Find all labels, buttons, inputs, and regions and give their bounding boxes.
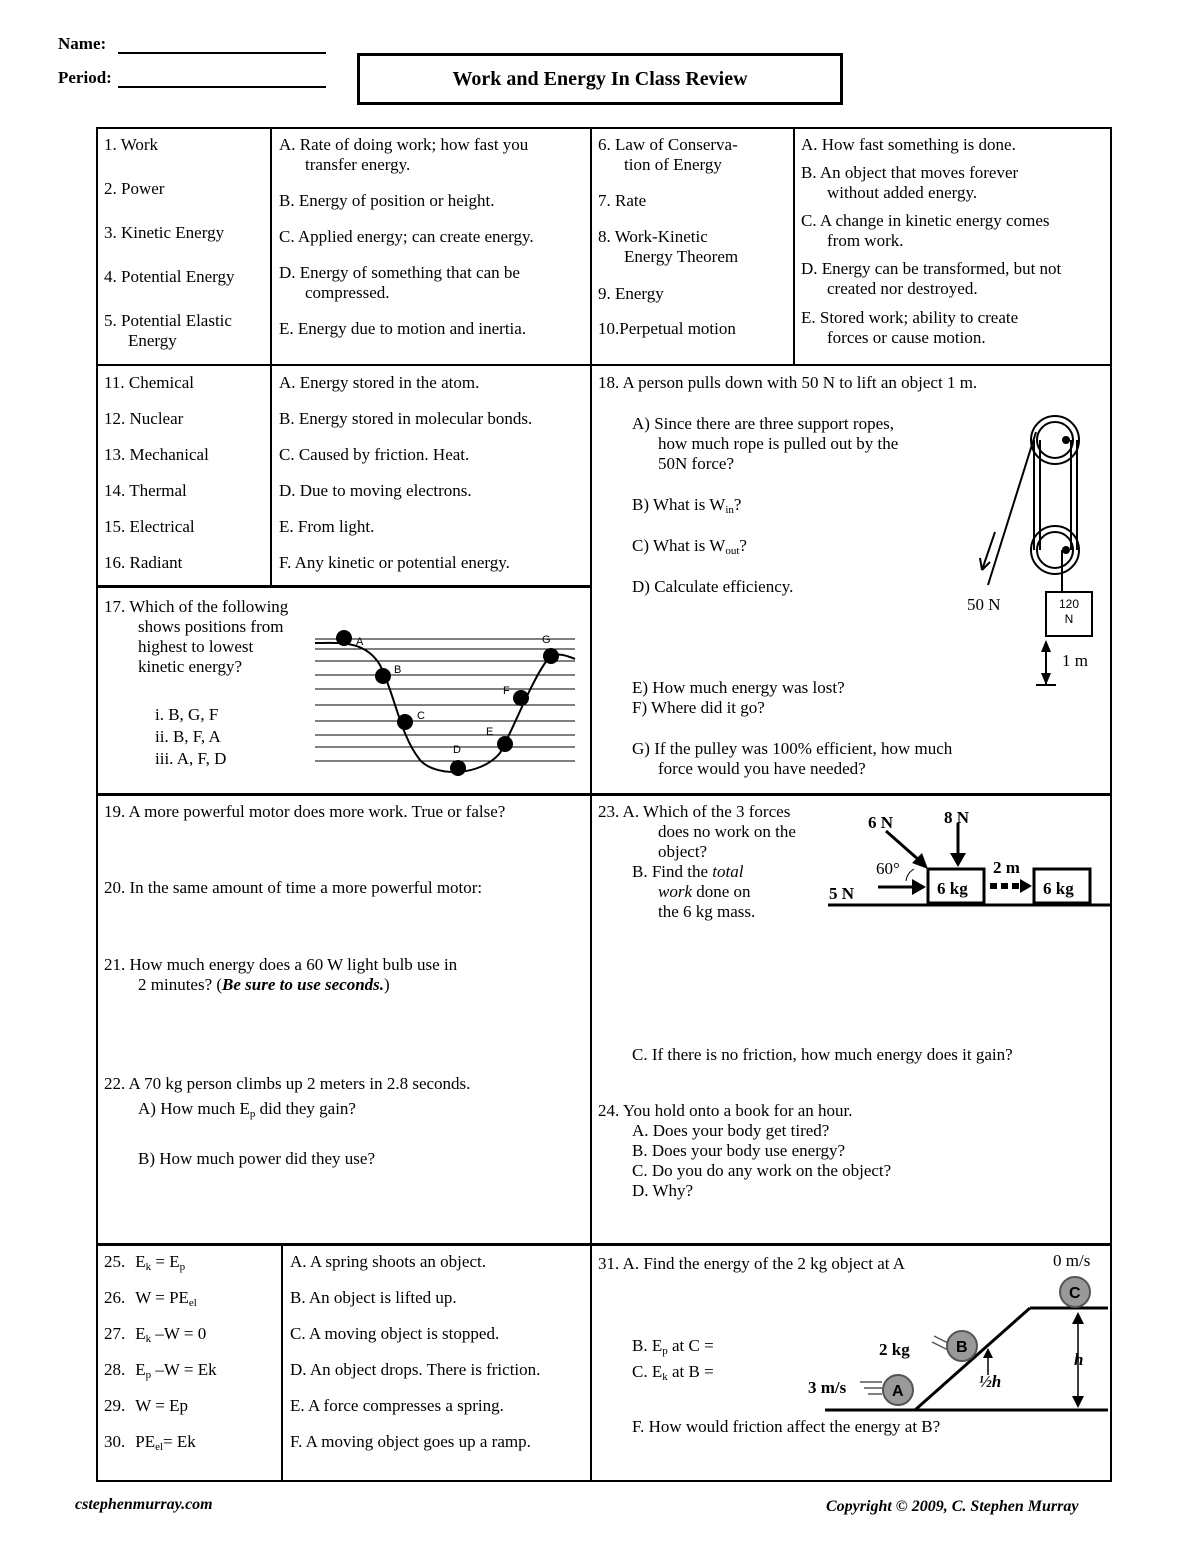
point-d-marker: [450, 760, 466, 776]
period-line[interactable]: [118, 86, 326, 88]
definition: from work.: [827, 231, 904, 250]
term: 3. Kinetic Energy: [104, 223, 225, 242]
text: done on: [692, 882, 751, 901]
term: 14. Thermal: [104, 481, 187, 500]
equation-part: W = Ep: [135, 1396, 188, 1415]
equation-row: [104, 1396, 188, 1421]
question-part: [632, 862, 743, 882]
mass-label-start: 6 kg: [937, 879, 968, 898]
divider: [96, 364, 1110, 366]
term: 8. Work-Kinetic: [598, 227, 708, 246]
definition: A. Rate of doing work; how fast you: [279, 135, 529, 154]
term: 7. Rate: [598, 191, 647, 210]
definition: E. From light.: [279, 517, 375, 536]
question-text: does no work on the: [658, 822, 796, 841]
term: 13. Mechanical: [104, 445, 209, 464]
height-label: h: [1074, 1350, 1084, 1369]
text: ): [384, 975, 390, 994]
point-f-marker: [513, 690, 529, 706]
question-part: how much rope is pulled out by the: [658, 434, 899, 453]
definition: B. Energy stored in molecular bonds.: [279, 409, 533, 428]
question-part: 50N force?: [658, 454, 734, 473]
weight-label: [1046, 597, 1092, 627]
text: at C =: [667, 1336, 714, 1355]
text: B) What is W: [632, 495, 726, 514]
question-part: [658, 882, 751, 902]
point-c-marker: [397, 714, 413, 730]
equation-part: k: [145, 1333, 152, 1345]
question-part: B. Does your body use energy?: [632, 1141, 846, 1160]
equation-row: [104, 1432, 196, 1457]
definition: F. A moving object goes up a ramp.: [290, 1432, 531, 1451]
question-part: A) Since there are three support ropes,: [632, 414, 894, 433]
definition: A. How fast something is done.: [801, 135, 1016, 154]
point-label: A: [356, 636, 364, 648]
definition: D. Energy can be transformed, but not: [801, 259, 1062, 278]
question-text: object?: [658, 842, 708, 861]
question-19: 19. A more powerful motor does more work. True or false?: [104, 802, 506, 821]
equation-part: = E: [151, 1252, 180, 1271]
question-part: F. How would friction affect the energy at B?: [632, 1417, 941, 1436]
question-part: G) If the pulley was 100% efficient, how much: [632, 739, 953, 758]
definition: transfer energy.: [305, 155, 411, 174]
equation-number: 26.: [104, 1288, 126, 1307]
equation-part: el: [188, 1297, 197, 1309]
divider: [793, 127, 795, 365]
question-part: E) How much energy was lost?: [632, 678, 845, 697]
term: 15. Electrical: [104, 517, 195, 536]
mass-label: 2 kg: [879, 1340, 910, 1359]
equation-part: E: [135, 1324, 146, 1343]
equation-row: [104, 1360, 217, 1385]
question-text: 18. A person pulls down with 50 N to lift an object 1 m.: [598, 373, 978, 392]
emphasis: total: [712, 862, 744, 881]
question-part: B) How much power did they use?: [138, 1149, 376, 1168]
equation-part: E: [135, 1360, 146, 1379]
question-part: C. Do you do any work on the object?: [632, 1161, 892, 1180]
definition: forces or cause motion.: [827, 328, 986, 347]
question-text: 23. A. Which of the 3 forces: [598, 802, 791, 821]
ball-b-label: B: [956, 1339, 968, 1356]
definition: D. Due to moving electrons.: [279, 481, 472, 500]
definition: B. An object that moves forever: [801, 163, 1019, 182]
name-label: Name:: [58, 34, 107, 53]
equation-part: p: [145, 1369, 152, 1381]
subscript: in: [725, 504, 734, 516]
term: tion of Energy: [624, 155, 722, 174]
term: 11. Chemical: [104, 373, 195, 392]
text: ?: [733, 495, 742, 514]
question-text: 31. A. Find the energy of the 2 kg object at A: [598, 1254, 906, 1273]
question-part: [632, 1362, 714, 1387]
definition: C. A change in kinetic energy comes: [801, 211, 1050, 230]
equation-part: k: [145, 1261, 152, 1273]
center-divider: [590, 127, 592, 1480]
term: Energy Theorem: [624, 247, 739, 266]
definition: F. Any kinetic or potential energy.: [279, 553, 510, 572]
angle-label: 60°: [876, 859, 900, 878]
equation-number: 30.: [104, 1432, 126, 1451]
question-text: 21. How much energy does a 60 W light bulb use in: [104, 955, 458, 974]
term: 9. Energy: [598, 284, 664, 303]
question-part: F) Where did it go?: [632, 698, 765, 717]
name-line[interactable]: [118, 52, 326, 54]
question-text: kinetic energy?: [138, 657, 243, 676]
question-part: [632, 1336, 714, 1361]
equation-part: PE: [135, 1432, 156, 1451]
text: B. E: [632, 1336, 663, 1355]
term: 4. Potential Energy: [104, 267, 235, 286]
term: 6. Law of Conserva-: [598, 135, 738, 154]
emphasis: Be sure to use seconds.: [222, 975, 385, 994]
option: iii. A, F, D: [155, 749, 227, 768]
equation-part: = Ek: [163, 1432, 196, 1451]
question-part-c: [632, 536, 747, 561]
point-label: G: [542, 634, 551, 646]
weight-value: 120: [1058, 597, 1080, 611]
subscript: p: [249, 1108, 256, 1120]
point-label: D: [453, 744, 461, 756]
ramp-diagram: [820, 1270, 1110, 1420]
definition: compressed.: [305, 283, 390, 302]
question-part: C. If there is no friction, how much energy does it gain?: [632, 1045, 1013, 1064]
mass-label-end: 6 kg: [1043, 879, 1074, 898]
text: ?: [739, 536, 747, 555]
subscript: k: [662, 1371, 668, 1383]
definition: C. Applied energy; can create energy.: [279, 227, 534, 246]
divider: [270, 127, 272, 365]
question-part-b: [632, 495, 741, 520]
definition: D. Energy of something that can be: [279, 263, 520, 282]
question-text: 24. You hold onto a book for an hour.: [598, 1101, 853, 1120]
term: 1. Work: [104, 135, 159, 154]
question-text: shows positions from: [138, 617, 284, 636]
weight-unit: N: [1064, 612, 1074, 626]
equation-number: 29.: [104, 1396, 126, 1415]
velocity-c-label: 0 m/s: [1053, 1251, 1091, 1270]
equation-row: [104, 1288, 197, 1313]
term: 2. Power: [104, 179, 165, 198]
option: i. B, G, F: [155, 705, 219, 724]
definition: C. A moving object is stopped.: [290, 1324, 500, 1343]
equation-part: –W = 0: [151, 1324, 207, 1343]
question-text: 17. Which of the following: [104, 597, 289, 616]
half-height-label: ½h: [979, 1372, 1002, 1391]
point-label: E: [486, 726, 494, 738]
question-text: [138, 975, 390, 995]
question-text: highest to lowest: [138, 637, 254, 656]
definition: D. An object drops. There is friction.: [290, 1360, 541, 1379]
point-b-marker: [375, 668, 391, 684]
equation-part: el: [155, 1441, 164, 1453]
footer-site: cstephenmurray.com: [75, 1496, 213, 1513]
term: 12. Nuclear: [104, 409, 184, 428]
point-a-marker: [336, 630, 352, 646]
question-20: 20. In the same amount of time a more powerful motor:: [104, 878, 483, 897]
force-label: 50 N: [967, 595, 1001, 614]
footer-copyright: Copyright © 2009, C. Stephen Murray: [826, 1498, 1079, 1515]
equation-part: p: [179, 1261, 186, 1273]
equation-part: W = PE: [135, 1288, 189, 1307]
distance-label: 2 m: [993, 858, 1020, 877]
title-box: [357, 53, 843, 105]
pulley-diagram: [960, 410, 1100, 690]
text: B. Find the: [632, 862, 713, 881]
point-g-marker: [543, 648, 559, 664]
subscript: p: [662, 1345, 668, 1357]
definition: B. An object is lifted up.: [290, 1288, 457, 1307]
divider: [96, 793, 1110, 796]
definition: E. Energy due to motion and inertia.: [279, 319, 527, 338]
question-text: 22. A 70 kg person climbs up 2 meters in 2.8 seconds.: [104, 1074, 471, 1093]
period-label: Period:: [58, 68, 112, 87]
text: A) How much E: [138, 1099, 250, 1118]
point-label: F: [503, 685, 510, 697]
equation-number: 27.: [104, 1324, 126, 1343]
emphasis: work: [658, 882, 692, 901]
equation-part: E: [135, 1252, 146, 1271]
text: at B =: [667, 1362, 714, 1381]
definition: A. Energy stored in the atom.: [279, 373, 480, 392]
question-part: D) Calculate efficiency.: [632, 577, 794, 596]
term: 5. Potential Elastic: [104, 311, 232, 330]
term: 16. Radiant: [104, 553, 183, 572]
ball-c-label: C: [1069, 1285, 1081, 1302]
question-part: the 6 kg mass.: [658, 902, 756, 921]
point-e-marker: [497, 736, 513, 752]
term: 10.Perpetual motion: [598, 319, 736, 338]
equation-number: 28.: [104, 1360, 126, 1379]
definition: created nor destroyed.: [827, 279, 978, 298]
page-title: Work and Energy In Class Review: [452, 68, 748, 90]
text: 2 minutes? (: [138, 975, 223, 994]
equation-part: –W = Ek: [151, 1360, 217, 1379]
question-part: A. Does your body get tired?: [632, 1121, 830, 1140]
equation-row: [104, 1324, 206, 1349]
roller-coaster-diagram: [310, 625, 580, 785]
question-part: D. Why?: [632, 1181, 694, 1200]
question-part: force would you have needed?: [658, 759, 866, 778]
question-part: [138, 1099, 356, 1124]
text: C. E: [632, 1362, 663, 1381]
text: did they gain?: [255, 1099, 356, 1118]
definition: E. A force compresses a spring.: [290, 1396, 504, 1415]
force-5n-label: 5 N: [829, 884, 855, 903]
definition: E. Stored work; ability to create: [801, 308, 1019, 327]
divider: [270, 364, 272, 586]
equation-row: [104, 1252, 185, 1277]
option: ii. B, F, A: [155, 727, 221, 746]
equation-number: 25.: [104, 1252, 126, 1271]
definition: A. A spring shoots an object.: [290, 1252, 486, 1271]
force-8n-label: 8 N: [944, 808, 970, 827]
subscript: out: [725, 545, 740, 557]
divider: [96, 585, 592, 588]
definition: B. Energy of position or height.: [279, 191, 495, 210]
text: C) What is W: [632, 536, 726, 555]
divider: [96, 1243, 1110, 1246]
force-6n-label: 6 N: [868, 813, 894, 832]
term: Energy: [128, 331, 177, 350]
divider: [281, 1243, 283, 1480]
height-label: 1 m: [1062, 651, 1088, 670]
ball-a-label: A: [892, 1383, 904, 1400]
definition: C. Caused by friction. Heat.: [279, 445, 470, 464]
velocity-a-label: 3 m/s: [808, 1378, 847, 1397]
point-label: C: [417, 710, 425, 722]
point-label: B: [394, 664, 402, 676]
definition: without added energy.: [827, 183, 978, 202]
